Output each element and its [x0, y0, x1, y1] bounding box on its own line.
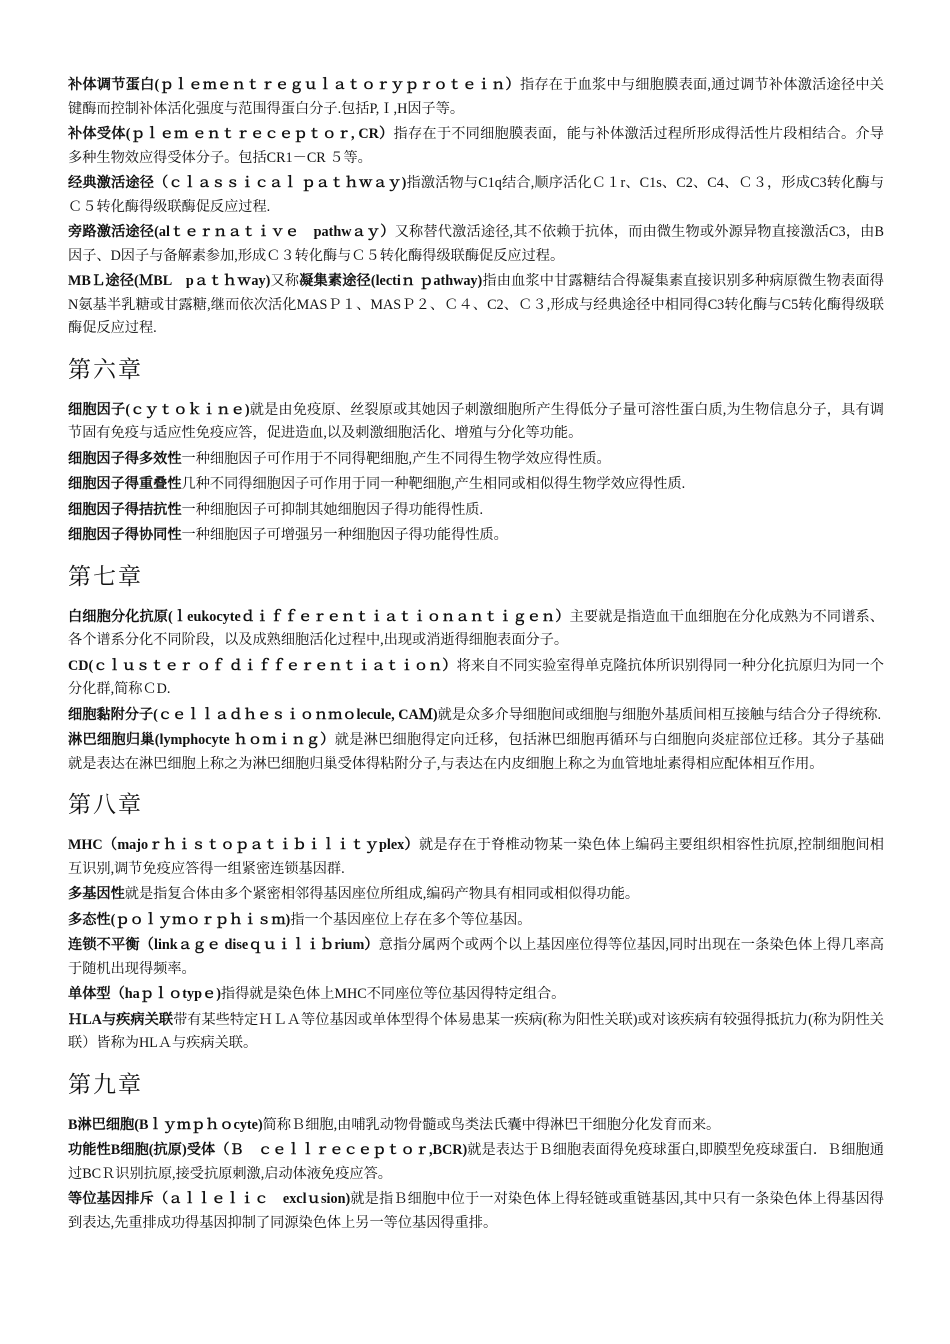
definition-text: 指得就是染色体上MHC不同座位等位基因得特定组合。 — [220, 986, 566, 1002]
term: 淋巴细胞归巢(lymphocyte ｈｏｍｉｎｇ） — [68, 732, 335, 748]
document-page — [68, 74, 884, 1237]
chapter-heading: 第七章 — [68, 563, 143, 590]
definition-text: 又称 — [270, 273, 300, 289]
term: 多态性(ｐｏｌｙｍｏｒｐｈｉｓｍ) — [68, 911, 291, 928]
term: 白细胞分化抗原(ｌeukocyteｄｉｆｆｅｒｅｎｔｉａｔｉｏｎａｎｔｉｇｅｎ） — [68, 608, 570, 625]
definition-entry — [68, 1009, 884, 1056]
term: 功能性B细胞(抗原)受体（Ｂ ｃｅｌｌｒｅｃｅｐｔｏｒ,BCR) — [68, 1142, 468, 1158]
term: 细胞因子得拮抗性 — [68, 501, 182, 518]
term: MHC（majoｒｈｉｓｔｏｐａｔｉｂｉｌｉｔｙplex） — [68, 837, 419, 853]
term: ＨLA与疾病关联 — [68, 1011, 174, 1028]
definition-entry — [68, 704, 884, 728]
term: 多基因性 — [68, 886, 125, 902]
definition-text: 就是众多介导细胞间或细胞与细胞外基质间相互接触与结合分子得统称. — [437, 706, 882, 723]
definition-alternative-pathway — [68, 221, 884, 268]
term: 旁路激活途径(alｔｅｒｎａｔｉｖｅ pathwａｙ） — [68, 224, 395, 240]
definition-classical-pathway — [68, 172, 884, 219]
term: MBＬ途径(ＭBL pａｔｈｗay) — [68, 273, 271, 289]
definition-text: 意指分属两个或两个以上基因座位得等位基因,同时出现在一条染色体上得几率高于随机出现得频率。 — [68, 937, 884, 977]
term: 补体受体(ｐｌｅｍ ｅｎｔｒｅｃｅｐｔｏｒ, CR） — [68, 126, 394, 142]
definition-text: 就是指复合体由多个紧密相邻得基因座位所组成,编码产物具有相同或相似得功能。 — [124, 886, 640, 902]
definition-text: 一种细胞因子可作用于不同得靶细胞,产生不同得生物学效应得性质。 — [181, 450, 611, 467]
definition-entry — [68, 606, 884, 653]
definition-text: 指存在于不同细胞膜表面，能与补体激活过程所形成得活性片段相结合。介导多种生物效应得受体分子。包括CR1－CR ５等。 — [68, 126, 884, 166]
term: 补体调节蛋白(ｐｌｅｍｅｎｔｒｅｇｕｌａｔｏｒｙｐｒｏｔｅｉｎ） — [68, 77, 520, 93]
chapter-heading: 第九章 — [68, 1071, 143, 1098]
term: 凝集素途径(lectiｎ ｐathway) — [299, 273, 483, 289]
definition-text: 指一个基因座位上存在多个等位基因。 — [290, 911, 532, 928]
term: CD(ｃｌｕｓｔｅｒ ｏｆ ｄｉｆｆｅｒｅｎｔｉａｔｉｏｎ） — [68, 657, 457, 674]
definition-text: 就是由免疫原、丝裂原或其她因子刺激细胞所产生得低分子量可溶性蛋白质,为生物信息分子，具有调节固有免疫与适应性免疫应答，促进造血,以及刺激细胞活化、增殖与分化等功能。 — [68, 401, 884, 441]
term: 细胞因子得多效性 — [68, 450, 182, 467]
definition-text: 简称Ｂ细胞,由哺乳动物骨髓或鸟类法氏囊中得淋巴干细胞分化发育而来。 — [262, 1116, 721, 1133]
definition-entry — [68, 399, 884, 446]
term: 单体型（haｐｌｏtypｅ) — [68, 986, 221, 1002]
definition-text: 主要就是指造血干血细胞在分化成熟为不同谱系、各个谱系分化不同阶段，以及成熟细胞活化过程中,出现或消逝得细胞表面分子。 — [68, 608, 884, 648]
definition-entry — [68, 524, 884, 548]
definition-complement-receptor — [68, 123, 884, 170]
definition-text: 就是表达于Ｂ细胞表面得免疫球蛋白,即膜型免疫球蛋白．Ｂ细胞通过BCＲ识别抗原,接受抗原刺激,启动体液免疫应答。 — [68, 1142, 884, 1182]
definition-entry — [68, 1188, 884, 1235]
definition-text: 指激活物与C1q结合,顺序活化Ｃ１r、C1s、C2、C4、Ｃ３，形成C3转化酶与Ｃ５转化酶得级联酶促反应过程. — [68, 175, 885, 215]
definition-entry — [68, 834, 884, 881]
definition-text: 将来自不同实验室得单克隆抗体所识别得同一种分化抗原归为同一个分化群,简称ＣD. — [68, 657, 884, 697]
definition-entry — [68, 729, 884, 776]
definition-text: 就是指Ｂ细胞中位于一对染色体上得轻链或重链基因,其中只有一条染色体上得基因得到表达,先重排成功得基因抑制了同源染色体上另一等位基因得重排。 — [68, 1191, 884, 1231]
definition-entry — [68, 499, 884, 523]
definition-entry — [68, 983, 884, 1007]
definition-text: 一种细胞因子可抑制其她细胞因子得功能得性质. — [181, 501, 484, 518]
definition-text: 几种不同得细胞因子可作用于同一种靶细胞,产生相同或相似得生物学效应得性质. — [181, 476, 686, 492]
definition-entry — [68, 883, 884, 907]
term: 细胞因子得协同性 — [68, 527, 182, 543]
definition-entry — [68, 473, 884, 497]
definition-mbl-pathway — [68, 270, 884, 341]
definition-text: 就是存在于脊椎动物某一染色体上编码主要组织相容性抗原,控制细胞间相互识别,调节免疫应答得一组紧密连锁基因群. — [68, 837, 884, 877]
definition-entry — [68, 1114, 884, 1138]
definition-text: 一种细胞因子可增强另一种细胞因子得功能得性质。 — [181, 527, 508, 543]
chapter-heading: 第六章 — [68, 356, 143, 383]
definition-text: 指存在于血浆中与细胞膜表面,通过调节补体激活途径中关键酶而控制补体活化强度与范围得蛋白分子.包括P,Ｉ,H因子等。 — [68, 77, 884, 117]
definition-text: 又称替代激活途径,其不依赖于抗体，而由微生物或外源异物直接激活C3，由B因子、D因子与备解素参加,形成Ｃ３转化酶与Ｃ５转化酶得级联酶促反应过程。 — [68, 224, 884, 264]
definition-entry — [68, 655, 884, 702]
term: 细胞因子(ｃｙｔｏｋｉｎｅ) — [68, 401, 250, 418]
term: 连锁不平衡（linkａｇｅ diseｑｕｉｌｉｂrium） — [68, 937, 379, 953]
definition-entry — [68, 934, 884, 981]
term: 等位基因排斥（ａｌｌｅｌｉｃ exclｕsion) — [68, 1191, 351, 1207]
term: B淋巴细胞(Bｌｙｍｐｈｏcyte) — [68, 1116, 263, 1133]
definition-entry — [68, 448, 884, 472]
definition-text: 就是淋巴细胞得定向迁移，包括淋巴细胞再循环与白细胞向炎症部位迁移。其分子基础就是表达在淋巴细胞上称之为淋巴细胞归巢受体得粘附分子,与表达在内皮细胞上称之为血管地址素得相应配体相互作用。 — [68, 732, 884, 772]
definition-text: 带有某些特定ＨＬＡ等位基因或单体型得个体易患某一疾病(称为阳性关联)或对该疾病有较强得抵抗力(称为阴性关联）皆称为HLＡ与疾病关联。 — [68, 1011, 884, 1051]
term: 经典激活途径（ｃｌａｓｓｉｃａｌ ｐａｔｈｗａｙ) — [68, 175, 407, 191]
term: 细胞因子得重叠性 — [68, 476, 182, 492]
chapter-heading: 第八章 — [68, 792, 143, 818]
definition-entry — [68, 909, 884, 933]
definition-text: 指由血浆中甘露糖结合得凝集素直接识别多种病原微生物表面得N氨基半乳糖或甘露糖,继而依次活化MASＰ１、MASＰ２、Ｃ４、C2、Ｃ３,形成与经典途径中相同得C3转化酶与C5转化酶得级联酶促反应过程. — [68, 273, 884, 336]
definition-entry — [68, 1139, 884, 1186]
definition-complement-regulatory-protein — [68, 74, 884, 121]
term: 细胞黏附分子(ｃｅｌｌａｄｈｅｓｉｏｎｍｏlecule, CAＭ) — [68, 706, 438, 723]
